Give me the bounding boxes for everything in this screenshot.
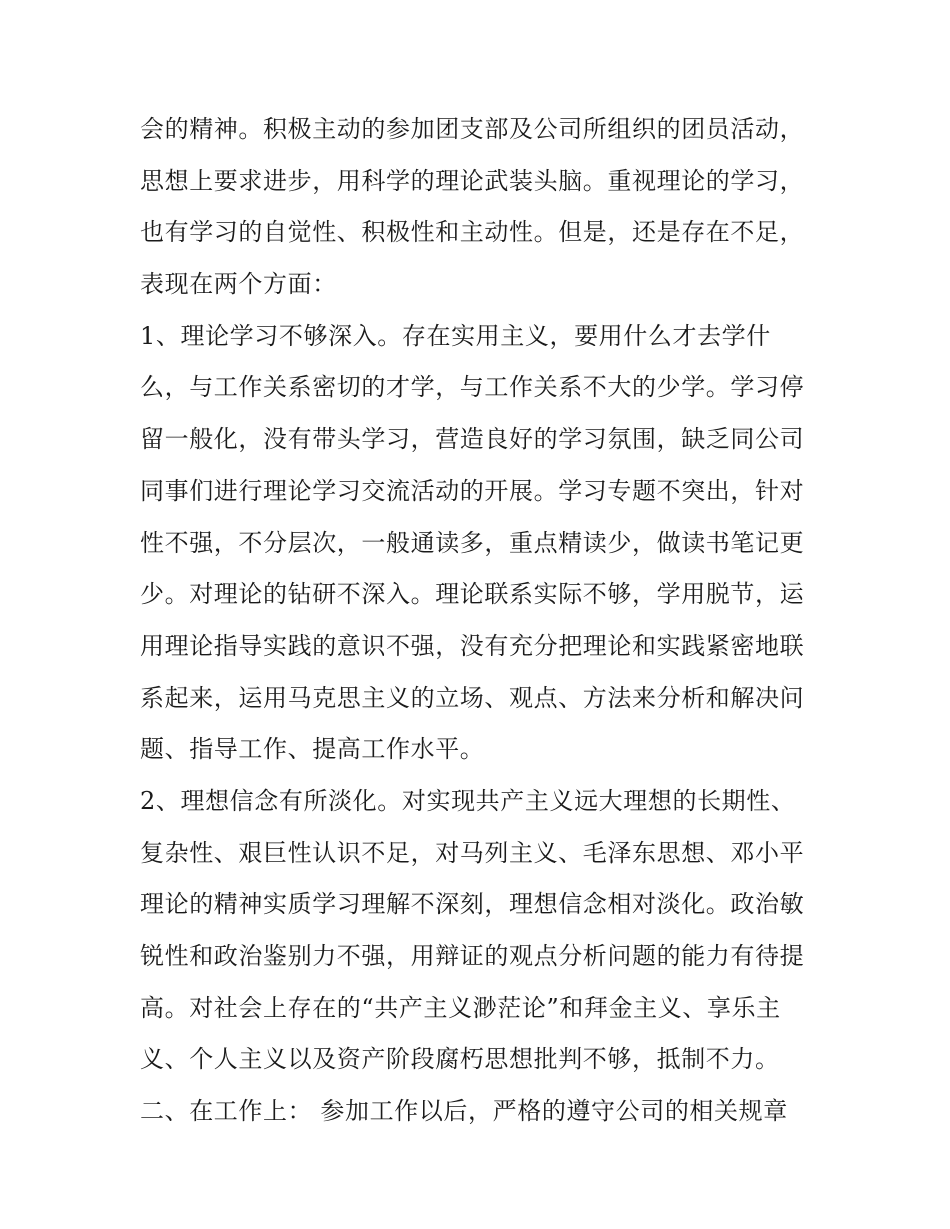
text-line: 锐性和政治鉴别力不强，用辩证的观点分析问题的能力有待提 [140, 942, 805, 970]
text-line: 系起来，运用马克思主义的立场、观点、方法来分析和解决问 [140, 683, 805, 712]
text-line: 性不强，不分层次，一般通读多，重点精读少，做读书笔记更 [140, 528, 805, 557]
text-line: 二、在工作上： 参加工作以后，严格的遵守公司的相关规章 [140, 1097, 788, 1126]
text-line: 题、指导工作、提高工作水平。 [140, 735, 485, 764]
text-line: 复杂性、艰巨性认识不足，对马列主义、毛泽东思想、邓小平 [140, 838, 805, 867]
text-line: 同事们进行理论学习交流活动的开展。学习专题不突出，针对 [140, 476, 805, 505]
text-line: 义、个人主义以及资产阶段腐朽思想批判不够，抵制不力。 [140, 1045, 780, 1074]
text-line: 高。对社会上存在的“共产主义渺茫论”和拜金主义、享乐主 [140, 993, 781, 1022]
text-line: 2、理想信念有所淡化。对实现共产主义远大理想的长期性、 [140, 786, 796, 815]
text-line: 表现在两个方面： [140, 270, 337, 299]
text-line: 用理论指导实践的意识不强，没有充分把理论和实践紧密地联 [140, 631, 805, 660]
text-line: 么，与工作关系密切的才学，与工作关系不大的少学。学习停 [140, 373, 805, 402]
text-line: 思想上要求进步，用科学的理论武装头脑。重视理论的学习， [140, 166, 805, 195]
text-line: 留一般化，没有带头学习，营造良好的学习氛围，缺乏同公司 [140, 425, 805, 454]
text-line: 少。对理论的钻研不深入。理论联系实际不够，学用脱节，运 [140, 580, 805, 609]
text-line: 理论的精神实质学习理解不深刻，理想信念相对淡化。政治敏 [140, 890, 805, 919]
text-line: 也有学习的自觉性、积极性和主动性。但是，还是存在不足， [140, 218, 805, 247]
text-line: 会的精神。积极主动的参加团支部及公司所组织的团员活动， [140, 115, 805, 143]
body-text [140, 104, 820, 1138]
text-line: 1、理论学习不够深入。存在实用主义，要用什么才去学什 [140, 321, 771, 350]
